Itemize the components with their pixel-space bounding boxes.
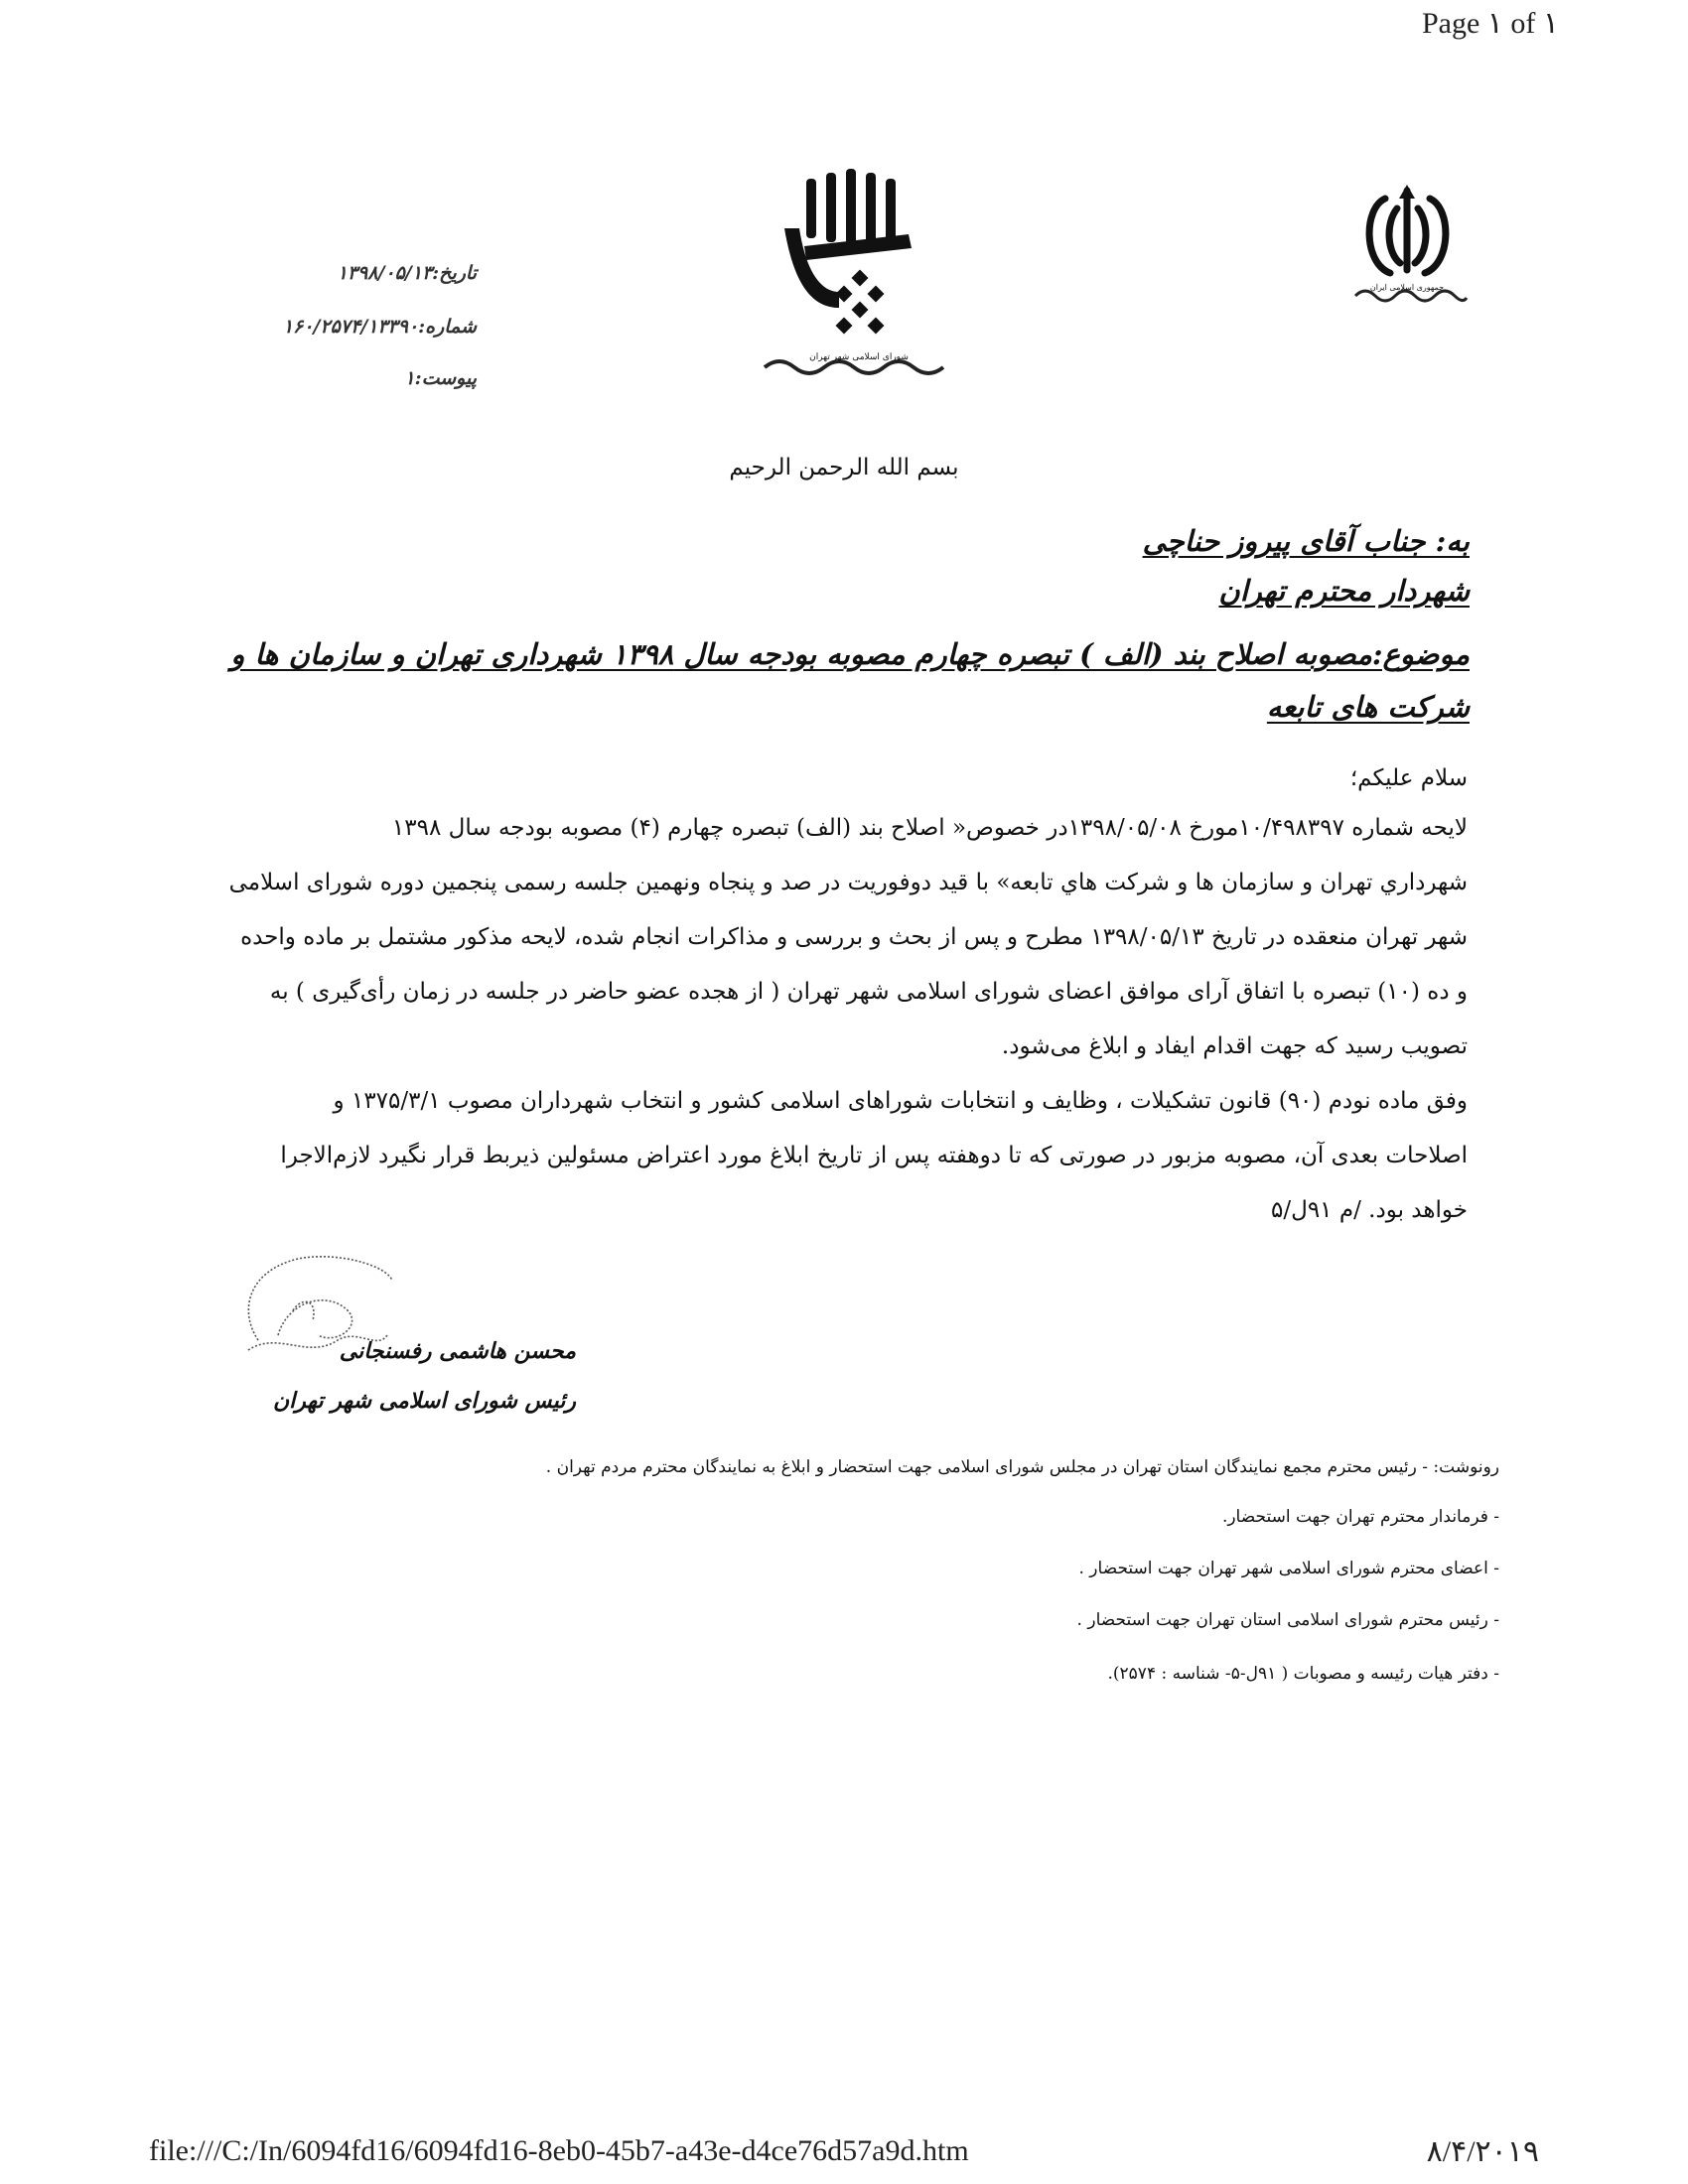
cc-list-item: - فرماندار محترم تهران جهت استحضار. [1221, 1507, 1499, 1527]
cc-list-item: - اعضای محترم شورای اسلامی شهر تهران جهت استحضار . [1078, 1559, 1499, 1578]
paragraph-1-line: شهر تهران منعقده در تاریخ ۱۳۹۸/۰۵/۱۳ مطرح و پس از بحث و بررسی و مذاکرات انجام شده، لایحه مذکور مشتمل بر ماده واحده [240, 924, 1468, 950]
paragraph-1-line: شهرداري تهران و سازمان ها و شركت هاي تابعه» با قید دوفوریت در صد و پنجاه ونهمین جلسه رسمی پنجمین دوره شورای اسلامی [228, 870, 1468, 895]
letter-attachment: پیوست:۱ [404, 367, 477, 389]
paragraph-2-line: خواهد بود. /م ۹۱ل/۵ [1271, 1197, 1468, 1223]
footer-print-date: ۸/۴/۲۰۱۹ [1426, 2135, 1539, 2168]
subject-block-2 [298, 690, 1470, 724]
footer-file-url: file:///C:/In/6094fd16/6094fd16-8eb0-45b7-a43e-d4ce76d57a9d.htm [149, 2134, 969, 2167]
greeting: سلام علیکم؛ [1349, 765, 1468, 791]
signer-title: رئیس شورای اسلامی شهر تهران [272, 1388, 576, 1414]
cc-list-item: - رئیس محترم شورای اسلامی استان تهران جهت استحضار . [1076, 1610, 1499, 1630]
paragraph-1-line: تصویب رسید که جهت اقدام ایفاد و ابلاغ می‌شود. [1001, 1033, 1468, 1059]
paragraph-2-line: وفق ماده نودم (۹۰) قانون تشکیلات ، وظایف و انتخابات شوراهای اسلامی کشور و انتخاب شهرداران مصوب ۱۳۷۵/۳/۱ و [333, 1088, 1468, 1114]
recipient-title-block [298, 574, 1470, 608]
cc-list-item: - دفتر هیات رئیسه و مصوبات ( ۹۱ل-۵- شناسه : ۲۵۷۴). [1107, 1664, 1499, 1684]
page-number: Page ۱ of ۱ [1421, 7, 1559, 40]
recipient-block [298, 524, 1470, 558]
paragraph-1-line: لایحه شماره ۱۰/۴۹۸۳۹۷مورخ ۱۳۹۸/۰۵/۰۸در خصوص« اصلاح بند (الف) تبصره چهارم (۴) مصوبه بودجه سال ۱۳۹۸ [391, 815, 1468, 841]
letter-number: شماره:۱۶۰/۲۵۷۴/۱۳۳۹۰ [282, 316, 477, 338]
cc-list-item: رونوشت: - رئیس محترم مجمع نمایندگان استان تهران در مجلس شورای اسلامی جهت استحضار و ابلاغ به نمایندگان محترم مردم تهران . [545, 1457, 1499, 1477]
recipient-title-line: شهردار محترم تهران [1218, 574, 1470, 608]
subject-line-1: موضوع:مصوبه اصلاح بند (الف ) تبصره چهارم مصوبه بودجه سال ۱۳۹۸ شهرداری تهران و سازمان ها و [230, 637, 1470, 671]
svg-text:جمهوری اسلامی ایران: جمهوری اسلامی ایران [1369, 283, 1445, 292]
tehran-city-council-logo-icon [745, 169, 973, 397]
svg-text:شورای اسلامی شهر تهران: شورای اسلامی شهر تهران [809, 352, 909, 362]
bismillah-heading: بسم الله الرحمن الرحیم [729, 455, 959, 480]
iran-emblem-icon [1345, 179, 1470, 318]
signer-name: محسن هاشمی رفسنجانی [339, 1338, 576, 1364]
recipient-to-line: به: جناب آقای پیروز حناچی [1142, 524, 1470, 558]
subject-line-2: شرکت های تابعه [1266, 690, 1470, 724]
subject-block-1 [230, 637, 1470, 671]
paragraph-1-line: و ده (۱۰) تبصره با اتفاق آرای موافق اعضای شورای اسلامی شهر تهران ( از هجده عضو حاضر در جلسه در زمان رأی‌گیری ) به [269, 979, 1468, 1005]
letter-date: تاریخ:۱۳۹۸/۰۵/۱۳ [337, 262, 477, 284]
paragraph-2-line: اصلاحات بعدی آن، مصوبه مزبور در صورتی که تا دوهفته پس از تاریخ ابلاغ مورد اعتراض مسئولین ذیربط قرار نگیرد لازم‌الاجرا [280, 1143, 1468, 1168]
